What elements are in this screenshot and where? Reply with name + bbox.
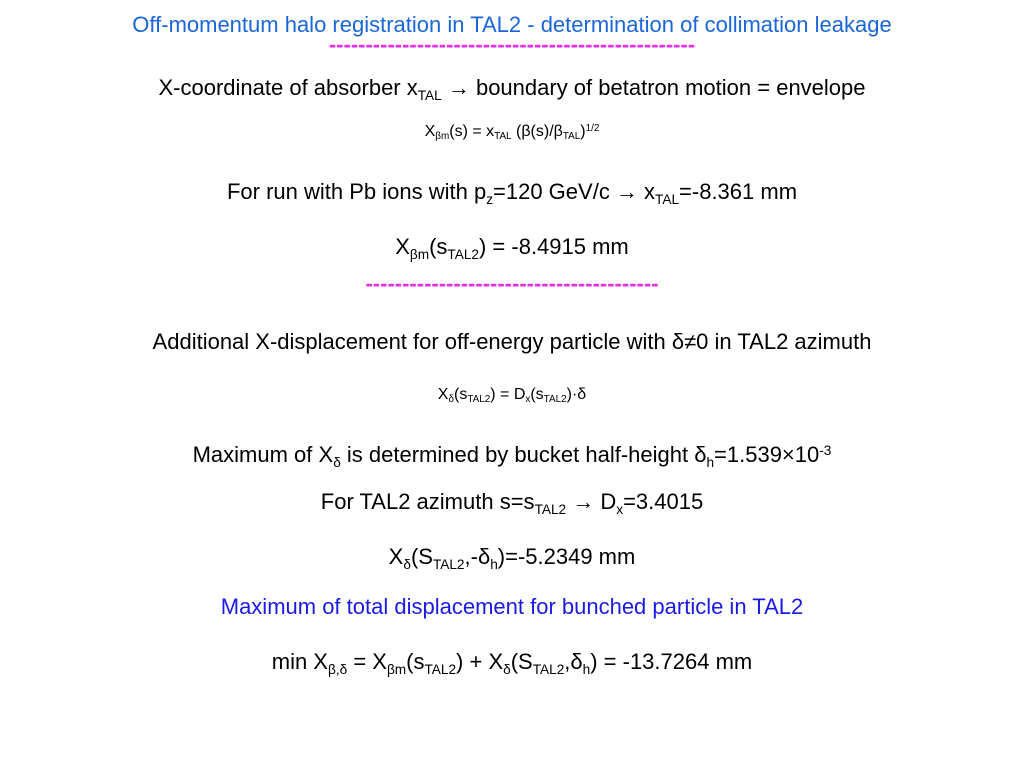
text-run: ) = -8.4915 mm	[478, 234, 629, 259]
subscript: TAL	[494, 131, 512, 143]
absorber-intro-line	[0, 75, 1024, 103]
text-run: min X	[271, 649, 328, 674]
subscript: TAL	[562, 131, 581, 143]
text-run: → boundary of betatron motion = envelope	[441, 75, 866, 100]
subscript: TAL2	[467, 394, 491, 406]
text-run: X	[424, 123, 436, 140]
text-run: For TAL2 azimuth s=s	[320, 489, 535, 514]
text-run: (s	[453, 386, 468, 403]
text-run: (s	[530, 386, 544, 403]
subscript: h	[582, 661, 591, 677]
text-run: → D	[566, 489, 617, 514]
text-run: =-8.361 mm	[679, 179, 798, 204]
text-run: X	[388, 544, 404, 569]
azimuth-line	[0, 489, 1024, 517]
text-run: )	[580, 123, 586, 140]
subscript: TAL2	[447, 246, 479, 262]
subscript: δ	[448, 394, 454, 406]
subscript: δ	[403, 556, 411, 572]
bucket-height-line	[0, 442, 1024, 470]
text-run: (β(s)/β	[511, 123, 563, 140]
text-run: X	[437, 386, 449, 403]
subscript: TAL	[417, 87, 442, 103]
superscript: 1/2	[585, 123, 600, 135]
betatron-result	[0, 234, 1024, 262]
subscript: δ	[333, 454, 341, 470]
text-run: )=-5.2349 mm	[497, 544, 636, 569]
dispersion-formula	[0, 386, 1024, 406]
text-run: X-coordinate of absorber x	[158, 75, 418, 100]
section-divider-text: ----------------------------------------	[365, 271, 659, 296]
summary-heading-text: Maximum of total displacement for bunched particle in TAL2	[220, 594, 804, 619]
subscript: βm	[409, 246, 430, 262]
text-run: =3.4015	[623, 489, 704, 514]
summary-heading	[0, 596, 1024, 618]
subscript: x	[525, 394, 531, 406]
slide-title-text: Off-momentum halo registration in TAL2 - determination of collimation leakage	[132, 12, 892, 37]
subscript: βm	[386, 661, 407, 677]
text-run: For run with Pb ions with p	[226, 179, 487, 204]
subscript: TAL2	[432, 556, 465, 572]
subscript: h	[706, 454, 715, 470]
offenergy-result	[0, 544, 1024, 572]
total-displacement-formula	[0, 649, 1024, 677]
text-run: is determined by bucket half-height δ	[340, 442, 707, 467]
text-run: ,-δ	[464, 544, 491, 569]
displacement-intro-line	[0, 331, 1024, 353]
text-run: (S	[510, 649, 533, 674]
text-run: ) + X	[456, 649, 504, 674]
subscript: TAL2	[532, 661, 565, 677]
text-run: = X	[347, 649, 387, 674]
subscript: x	[616, 501, 624, 517]
text-run: Maximum of X	[192, 442, 334, 467]
text-run: ,δ	[564, 649, 583, 674]
text-run: ) = D	[490, 386, 526, 403]
text-run: ) = -13.7264 mm	[590, 649, 753, 674]
pb-run-line	[0, 179, 1024, 207]
subscript: TAL2	[534, 501, 567, 517]
subscript: βm	[435, 131, 450, 143]
text-run: )·δ	[566, 386, 587, 403]
superscript: -3	[819, 443, 832, 459]
text-run: (S	[410, 544, 433, 569]
text-run: (s	[429, 234, 448, 259]
envelope-formula	[0, 123, 1024, 143]
subscript: z	[486, 191, 494, 207]
text-run: Additional X-displacement for off-energy particle with δ≠0 in TAL2 azimuth	[152, 329, 872, 354]
subscript: δ	[503, 661, 511, 677]
text-run: =120 GeV/c → x	[493, 179, 656, 204]
subscript: h	[490, 556, 498, 572]
section-divider	[0, 273, 1024, 295]
title-divider	[0, 34, 1024, 56]
text-run: (s) = x	[449, 123, 495, 140]
subscript: TAL2	[543, 394, 567, 406]
text-run: X	[395, 234, 410, 259]
subscript: TAL	[655, 191, 680, 207]
text-run: =1.539×10	[714, 442, 820, 467]
text-run: (s	[406, 649, 425, 674]
subscript: β,δ	[328, 661, 348, 677]
title-divider-text: --------------------------------------------------	[328, 32, 696, 57]
subscript: TAL2	[424, 661, 457, 677]
